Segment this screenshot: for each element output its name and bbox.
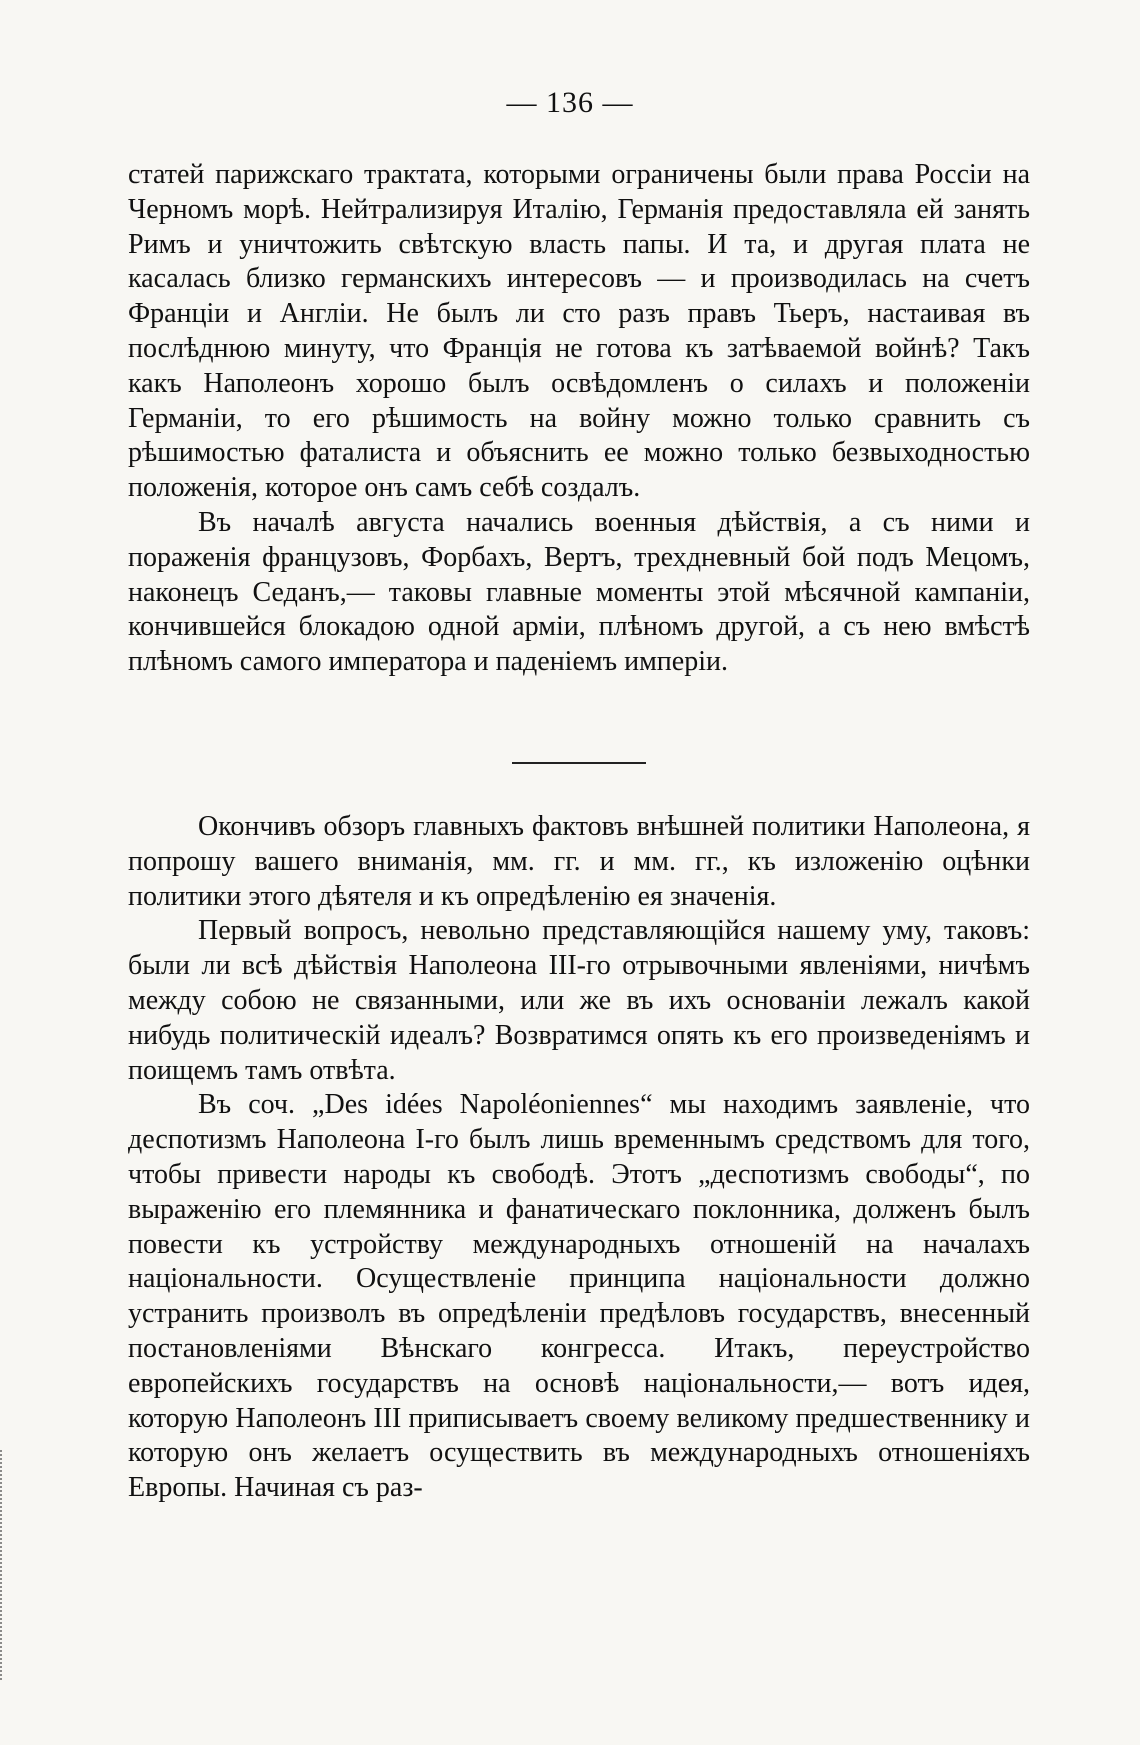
paragraph: Въ началѣ августа начались военныя дѣйствія, а съ ними и пораженія французовъ, Форбахъ, Вертъ, трехдневный бой подъ Мецомъ, наконецъ Седанъ,— таковы главные моменты этой мѣсячной кампаніи, кончившейся блокадою одной арміи, плѣномъ другой, а съ нею вмѣстѣ плѣномъ самого императора и паденіемъ имперіи. [128,506,1030,678]
scan-edge-artifact [0,1450,10,1680]
page-number: — 136 — [506,86,634,119]
text-block-top [128,158,1030,680]
paragraph: Въ соч. „Des idées Napoléoniennes“ мы находимъ заявленіе, что деспотизмъ Наполеона I-го былъ лишь временнымъ средствомъ для того, чтобы привести народы къ свободѣ. Этотъ „деспотизмъ свободы“, по выраженію его племянника и фанатическаго поклонника, долженъ былъ повести къ устройству международныхъ отношеній на началахъ національности. Осуществленіе принципа національности должно устранить произволъ въ опредѣленіи предѣловъ государствъ, внесенный постановленіями Вѣнскаго конгресса. Итакъ, переустройство европейскихъ государствъ на основѣ національности,— вотъ идея, которую Наполеонъ III приписываетъ своему великому предшественнику и которую онъ желаетъ осуществить въ международныхъ отношеніяхъ Европы. Начиная съ раз- [128,1089,1030,1504]
paragraph: статей парижскаго трактата, которыми ограничены были права Россіи на Черномъ морѣ. Нейтрализируя Италію, Германія предоставляла ей занять Римъ и уничтожить свѣтскую власть папы. И та, и другая плата не касалась близко германскихъ интересовъ — и производилась на счетъ Франціи и Англіи. Не былъ ли сто разъ правъ Тьеръ, настаивая въ послѣднюю минуту, что Франція не готова къ затѣваемой войнѣ? Такъ какъ Наполеонъ хорошо былъ освѣдомленъ о силахъ и положеніи Германіи, то его рѣшимость на войну можно только сравнить съ рѣшимостью фаталиста и объяснить ее можно только безвыходностью положенія, которое онъ самъ себѣ создалъ. [128,159,1030,504]
paragraph: Окончивъ обзоръ главныхъ фактовъ внѣшней политики Наполеона, я попрошу вашего вниманія, мм. гг. и мм. гг., къ изложенію оцѣнки политики этого дѣятеля и къ опредѣленію ея значенія. [128,811,1030,912]
text-block-bottom [128,810,1030,1506]
section-divider [512,762,646,764]
paragraph: Первый вопросъ, невольно представляющійся нашему уму, таковъ: были ли всѣ дѣйствія Наполеона III-го отрывочными явленіями, ничѣмъ между собою не связанными, или же въ ихъ основаніи лежалъ какой нибудь политическій идеалъ? Возвратимся опять къ его произведеніямъ и поищемъ тамъ отвѣта. [128,915,1030,1086]
